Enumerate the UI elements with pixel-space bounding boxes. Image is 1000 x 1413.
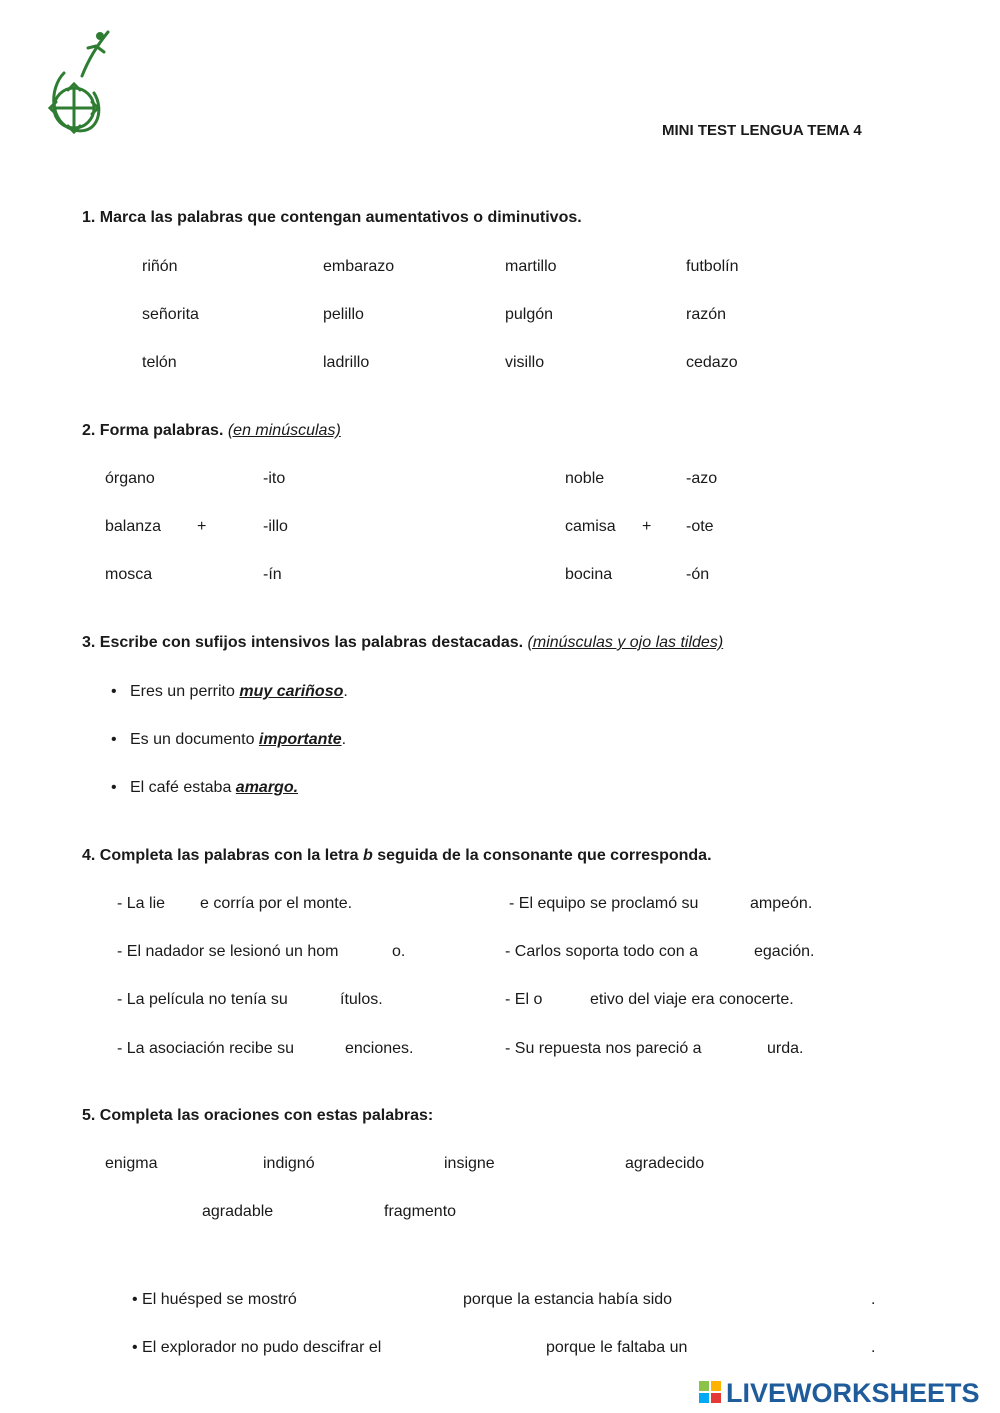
suffix-ote: -ote <box>686 518 714 535</box>
question-3-heading <box>82 633 723 653</box>
q5-sentence-1-a: • El huésped se mostró <box>132 1291 297 1308</box>
highlight-word: amargo. <box>235 779 299 796</box>
school-logo <box>44 28 114 138</box>
page-title: MINI TEST LENGUA TEMA 4 <box>662 122 862 139</box>
gap-input-4-4[interactable] <box>306 1038 344 1060</box>
bank-word-agradable: agradable <box>202 1203 274 1220</box>
suffix-in: -ín <box>263 566 282 583</box>
gap-input-4-1[interactable] <box>170 893 198 915</box>
word-option[interactable]: telón <box>142 354 177 371</box>
answer-input-2-4[interactable] <box>760 468 910 490</box>
q4-left-4-post: enciones. <box>345 1040 414 1057</box>
answer-input-2-2[interactable] <box>340 516 490 538</box>
word-option[interactable]: ladrillo <box>323 354 370 371</box>
word-option[interactable]: pulgón <box>505 306 554 323</box>
answer-input-3-1[interactable] <box>400 681 600 703</box>
q4-right-1-post: ampeón. <box>750 895 813 912</box>
word-bocina: bocina <box>565 566 613 583</box>
question-3-note: (minúsculas y ojo las tildes) <box>527 634 724 651</box>
plus-sign-left: + <box>197 518 207 535</box>
q4-right-2-pre: - Carlos soporta todo con a <box>505 943 698 960</box>
q4-right-3-post: etivo del viaje era conocerte. <box>590 991 794 1008</box>
highlight-word: importante <box>258 731 342 748</box>
q4-right-3-pre: - El o <box>505 991 543 1008</box>
question-4-title <box>82 846 712 866</box>
word-organo: órgano <box>105 470 155 487</box>
suffix-azo: -azo <box>686 470 718 487</box>
bank-word-agradecido: agradecido <box>625 1155 705 1172</box>
q4-right-1-pre: - El equipo se proclamó su <box>509 895 699 912</box>
q4-left-1-pre: - La lie <box>117 895 166 912</box>
answer-input-2-6[interactable] <box>760 564 910 586</box>
q5-sentence-2-a: • El explorador no pudo descifrar el <box>132 1339 382 1356</box>
word-option[interactable]: martillo <box>505 258 557 275</box>
gap-input-4-8[interactable] <box>714 1038 764 1060</box>
q3-item-3 <box>111 778 298 798</box>
plus-sign-right: + <box>642 518 652 535</box>
word-option[interactable]: pelillo <box>323 306 364 323</box>
bullet: • <box>111 683 117 700</box>
gap-input-4-3[interactable] <box>300 989 338 1011</box>
q4-left-4-pre: - La asociación recibe su <box>117 1040 294 1057</box>
q5-sentence-1-b: porque la estancia había sido <box>463 1291 673 1308</box>
fill-input-5-3[interactable] <box>400 1337 540 1359</box>
question-2-note: (en minúsculas) <box>227 422 341 439</box>
q5-sentence-1-end: . <box>871 1291 876 1308</box>
bank-word-indigno: indignó <box>263 1155 315 1172</box>
word-option[interactable]: visillo <box>505 354 545 371</box>
fill-input-5-4[interactable] <box>700 1337 865 1359</box>
liveworksheets-wordmark: LIVEWORKSHEETS <box>726 1378 980 1408</box>
q4-right-2-post: egación. <box>754 943 815 960</box>
answer-input-3-3[interactable] <box>400 777 600 799</box>
question-1-title: 1. Marca las palabras que contengan aumentativos o diminutivos. <box>82 209 582 226</box>
word-option[interactable]: riñón <box>142 258 178 275</box>
q4-title-letter: b <box>363 847 373 864</box>
q5-sentence-2-end: . <box>871 1339 876 1356</box>
bullet: • <box>111 731 117 748</box>
word-option[interactable]: razón <box>686 306 727 323</box>
word-option[interactable]: señorita <box>142 306 199 323</box>
q5-sentence-2-b: porque le faltaba un <box>546 1339 688 1356</box>
bullet: • <box>111 779 117 796</box>
fill-input-5-1[interactable] <box>312 1289 452 1311</box>
q3-item-text: Es un documento <box>129 731 259 748</box>
q4-left-2-post: o. <box>392 943 406 960</box>
gap-input-4-2[interactable] <box>352 941 388 963</box>
word-option[interactable]: cedazo <box>686 354 738 371</box>
word-balanza: balanza <box>105 518 162 535</box>
gap-input-4-5[interactable] <box>710 893 748 915</box>
q4-left-3-post: ítulos. <box>340 991 383 1008</box>
word-camisa: camisa <box>565 518 616 535</box>
q3-item-2 <box>111 730 346 750</box>
question-2-heading <box>82 421 341 441</box>
word-option[interactable]: futbolín <box>686 258 739 275</box>
word-mosca: mosca <box>105 566 153 583</box>
gap-input-4-7[interactable] <box>547 989 589 1011</box>
q4-title-part: 4. Completa las palabras con la letra <box>82 847 363 864</box>
gap-input-4-6[interactable] <box>710 941 752 963</box>
q4-right-4-pre: - Su repuesta nos pareció a <box>505 1040 702 1057</box>
suffix-illo: -illo <box>263 518 288 535</box>
suffix-on: -ón <box>686 566 710 583</box>
answer-input-2-1[interactable] <box>340 468 490 490</box>
question-5-title: 5. Completa las oraciones con estas palabras: <box>82 1107 434 1124</box>
q4-title-part: seguida de la consonante que corresponda. <box>372 847 712 864</box>
q4-left-1-post: e corría por el monte. <box>200 895 353 912</box>
answer-input-2-5[interactable] <box>760 516 910 538</box>
suffix-ito: -ito <box>263 470 286 487</box>
bank-word-insigne: insigne <box>444 1155 495 1172</box>
q3-item-text: El café estaba <box>129 779 236 796</box>
answer-input-3-2[interactable] <box>400 729 600 751</box>
q3-item-end: . <box>343 683 348 700</box>
q4-left-2-pre: - El nadador se lesionó un hom <box>117 943 339 960</box>
bank-word-fragmento: fragmento <box>384 1203 457 1220</box>
question-2-title: 2. Forma palabras. <box>82 422 224 439</box>
fill-input-5-2[interactable] <box>690 1289 865 1311</box>
q3-item-end: . <box>341 731 347 748</box>
question-3-title: 3. Escribe con sufijos intensivos las palabras destacadas. <box>82 634 524 651</box>
q3-item-1 <box>111 682 348 702</box>
answer-input-2-3[interactable] <box>340 564 490 586</box>
liveworksheets-mark-icon <box>698 1380 722 1404</box>
bank-word-enigma: enigma <box>105 1155 158 1172</box>
q4-left-3-pre: - La película no tenía su <box>117 991 288 1008</box>
word-option[interactable]: embarazo <box>323 258 395 275</box>
q3-item-text: Eres un perrito <box>129 683 240 700</box>
word-noble: noble <box>565 470 605 487</box>
q4-right-4-post: urda. <box>767 1040 804 1057</box>
highlight-word: muy cariñoso <box>239 683 344 700</box>
